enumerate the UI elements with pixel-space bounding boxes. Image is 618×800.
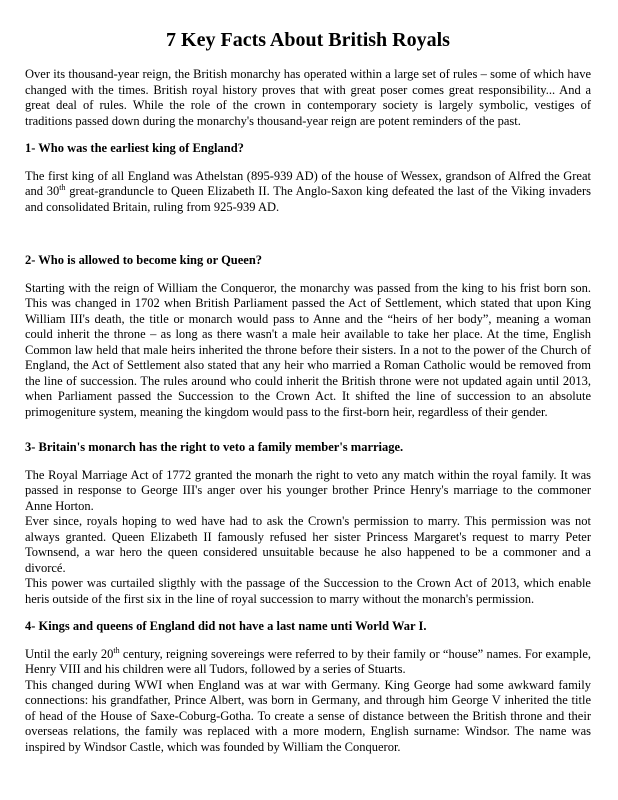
intro-paragraph: Over its thousand-year reign, the British monarchy has operated within a large set of rules – some of which have changed with the times. British royal history proves that with great poser comes great responsibility... And a great deal of rules. While the role of the crown in contemporary society is largely symbolic, vestiges of traditions passed down during the monarchy's thousand-year reign are potent reminders of the past. (25, 67, 591, 128)
section-4-text-before-superscript: Until the early 20 (25, 646, 114, 661)
page-title: 7 Key Facts About British Royals (166, 29, 450, 51)
section-1-text-before-superscript: The first king of all England was Athelstan (895-939 AD) of the house of Wessex, grandson of Alfred the Great and 30 (25, 168, 591, 198)
ordinal-superscript: th (59, 182, 66, 192)
section-2-paragraph: Starting with the reign of William the Conqueror, the monarchy was passed from the king to his frist born son. This was changed in 1702 when British Parliament passed the Act of Settlement, which stated that upon King William III's death, the title or monarch would pass to Anne and the “heirs of her body”, meaning a woman could inherit the throne – as long as there wasn't a male heir available to take her place. At the time, English Common law held that male heirs inherited the throne before their sisters. In a not to the power of the Church of England, the Act of Settlement also stated that any heir who married a Roman Catholic would be removed from the line of succession. The rules around who could inherit the British throne were not updated again until 2013, when Parliament passed the Succession to the Crown Act. It shifted the line of succession to an absolute primogeniture system, meaning the kingdom would pass to the first-born heir, regardless of their gender. (25, 280, 591, 419)
section-1-text-after-superscript: great-granduncle to Queen Elizabeth II. The Anglo-Saxon king defeated the last of the Viking invaders and consolidated Britain, ruling from 925-939 AD. (25, 184, 591, 214)
section-2-heading: 2- Who is allowed to become king or Queen? (25, 253, 263, 267)
section-3-line-2: Ever since, royals hoping to wed have had to ask the Crown's permission to marry. This permission was not always granted. Queen Elizabeth II famously refused her sister Princess Margaret's request to marry Peter Townsend, a war hero the queen considered unsuitable because he also happened to be a commoner and a divorcé. (25, 514, 591, 575)
section-1-paragraph (25, 169, 591, 216)
section-1-heading: 1- Who was the earliest king of England? (25, 141, 244, 155)
ordinal-superscript: th (113, 645, 120, 655)
section-3-line-3: This power was curtailed sligthly with the passage of the Succession to the Crown Act of 2013, which enable heris outside of the first six in the line of royal succession to marry without the monarch's permission. (25, 576, 591, 606)
section-3-heading: 3- Britain's monarch has the right to veto a family member's marriage. (25, 440, 404, 454)
section-4-paragraph (25, 647, 591, 756)
section-4-heading: 4- Kings and queens of England did not have a last name unti World War I. (25, 619, 427, 633)
section-4-text-after-superscript: century, reigning sovereings were referred to by their family or “house” names. For example, Henry VIII and his children were all Tudors, followed by a series of Stuarts. (25, 646, 591, 676)
section-4-line-1 (25, 647, 591, 678)
section-4-line-2: This changed during WWI when England was at war with Germany. King George had some awkward family connections: his grandfather, Prince Albert, was born in Germany, and through him George V inherited the title of head of the House of Saxe-Coburg-Gotha. To create a sense of distance between the British throne and their overseas relations, the family was replaced with a more modern, English surname: Windsor. The name was inspired by Windsor Castle, which was founded by William the Conqueror. (25, 677, 591, 754)
section-3-paragraph (25, 468, 591, 608)
section-3-line-1: The Royal Marriage Act of 1772 granted the monarh the right to veto any match within the royal family. It was passed in response to George III's anger over his younger brother Prince Henry's marriage to the commoner Anne Horton. (25, 467, 591, 513)
